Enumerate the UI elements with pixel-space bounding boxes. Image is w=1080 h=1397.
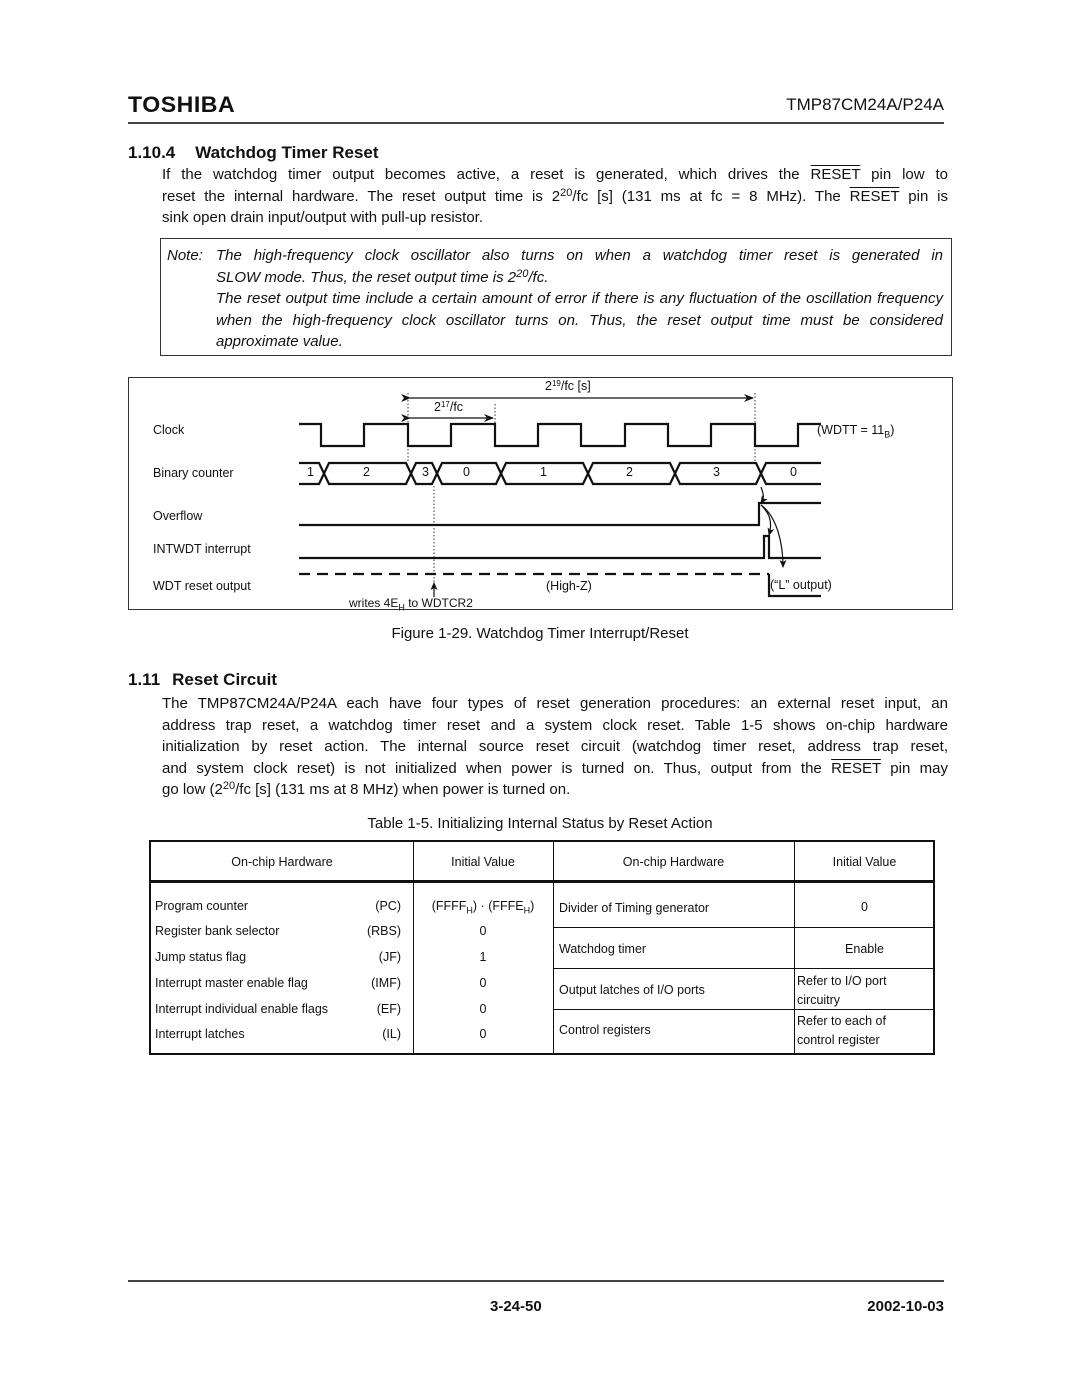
note-label: Note:	[167, 247, 203, 264]
write-wdtcr2-label: writes $4E_H$ to WDTCR2	[349, 596, 473, 613]
table-row: Program counter (PC)	[155, 899, 401, 913]
table-row: Register bank selector (RBS)	[155, 924, 401, 938]
table-cell-value: 0	[479, 976, 487, 990]
section-number: 1.11	[128, 670, 161, 689]
table-row: Jump status flag (JF)	[155, 950, 401, 964]
table-row: Interrupt individual enable flags (EF)	[155, 1002, 401, 1016]
signal-label-intwdt: INTWDT interrupt	[153, 542, 251, 556]
table-caption: Table 1-5. Initializing Internal Status by Reset Action	[367, 815, 713, 832]
table-row: Output latches of I/O ports	[559, 983, 705, 997]
table-header: Initial Value	[451, 855, 515, 869]
row-divider	[553, 968, 935, 969]
table-row: Interrupt master enable flag (IMF)	[155, 976, 401, 990]
part-number: TMP87CM24A/P24A	[786, 95, 944, 114]
reset-pin-name: RESET	[831, 759, 881, 777]
page-number: 3-24-50	[490, 1298, 542, 1315]
high-z-label: (High-Z)	[546, 579, 592, 593]
span-label-2-17: $2^{17}/fc$	[434, 400, 464, 414]
l-output-label: (“L” output)	[770, 578, 832, 592]
counter-value: 2	[626, 465, 633, 479]
wdtt-label: (WDTT = $11_B$)	[817, 423, 895, 440]
table-row: Watchdog timer	[559, 942, 647, 956]
counter-value: 3	[713, 465, 720, 479]
counter-value: 2	[363, 465, 370, 479]
table-cell-value: Refer to each of control register	[797, 1014, 886, 1047]
section-title: Reset Circuit	[172, 670, 278, 689]
note-paragraph-2: The reset output time include a certain amount of error if there is any fluctuation of the oscillation frequency when the high-frequency clock oscillator turns on. Thus, the reset output time must be considered approximate value.	[216, 290, 943, 351]
signal-label-binary-counter: Binary counter	[153, 466, 234, 480]
counter-value: 0	[790, 465, 797, 479]
counter-value: 0	[463, 465, 470, 479]
waveform-graphic	[129, 378, 954, 611]
header-divider	[128, 122, 944, 124]
reset-circuit-paragraph: The TMP87CM24A/P24A each have four types of reset generation procedures: an external reset input, an address trap reset, a watchdog timer reset and a system clock reset. Table 1-5 shows on-chip hardware initialization by reset action. The internal source reset circuit (watchdog timer reset, address trap reset, and system clock reset) is not initialized when power is turned on. Thus, output from the RESET pin may go low ($2^{20}/fc$ [s] (131 ms at 8 MHz) when power is turned on.	[162, 695, 948, 799]
table-row: Divider of Timing generator	[559, 901, 710, 915]
table-cell-value: 0	[479, 1027, 487, 1041]
brand-logo: TOSHIBA	[128, 92, 236, 117]
signal-label-wdt-reset: WDT reset output	[153, 579, 251, 593]
document-date: 2002-10-03	[867, 1298, 944, 1315]
span-label-2-19: $2^{19}/fc$ [s]	[545, 379, 591, 393]
section-title: Watchdog Timer Reset	[195, 143, 379, 162]
table-cell-value: 0	[479, 924, 487, 938]
reset-status-table	[149, 840, 935, 1055]
row-divider	[553, 927, 935, 928]
signal-label-clock: Clock	[153, 423, 185, 437]
reset-pin-name: RESET	[810, 166, 861, 183]
table-cell-value: Refer to I/O port circuitry	[797, 974, 887, 1007]
section-number: 1.10.4	[128, 143, 176, 162]
figure-caption: Figure 1-29. Watchdog Timer Interrupt/Reset	[391, 625, 689, 642]
table-header: Initial Value	[832, 855, 897, 869]
footer-divider	[128, 1280, 944, 1282]
table-row: Interrupt latches (IL)	[155, 1027, 401, 1041]
counter-value: 3	[422, 465, 429, 479]
table-cell-value: 1	[479, 950, 487, 964]
counter-value: 1	[307, 465, 314, 479]
table-header: On-chip Hardware	[231, 855, 333, 869]
table-header: On-chip Hardware	[622, 855, 725, 869]
note-line: The high-frequency clock oscillator also turns on when a watchdog timer reset is generated in	[216, 247, 943, 264]
watchdog-reset-paragraph: If the watchdog timer output becomes active, a reset is generated, which drives the RESET pin low to reset the internal hardware. The reset output time is $2^{20}/fc$ [s] (131 ms at fc = 8 MHz). The RESET pin is sink open drain input/output with pull-up resistor.	[162, 166, 948, 227]
table-cell-value: 0	[479, 1002, 487, 1016]
section-heading-reset-circuit	[128, 670, 277, 690]
note-box	[160, 238, 952, 356]
table-cell-value: 0	[861, 900, 868, 914]
timing-diagram	[128, 377, 953, 613]
note-line: SLOW mode. Thus, the reset output time is $2^{20}/fc$.	[216, 267, 549, 286]
header-divider	[151, 880, 933, 883]
col-divider	[553, 842, 554, 1053]
col-divider	[413, 842, 414, 1053]
table-cell-value: $(FFFF_H)$ · $(FFFE_H)$	[431, 899, 535, 916]
reset-pin-name: RESET	[849, 187, 900, 205]
signal-label-overflow: Overflow	[153, 509, 203, 523]
counter-value: 1	[540, 465, 547, 479]
table-row: Control registers	[559, 1023, 651, 1037]
table-cell-value: Enable	[845, 942, 884, 956]
section-heading-watchdog-reset	[128, 143, 379, 163]
